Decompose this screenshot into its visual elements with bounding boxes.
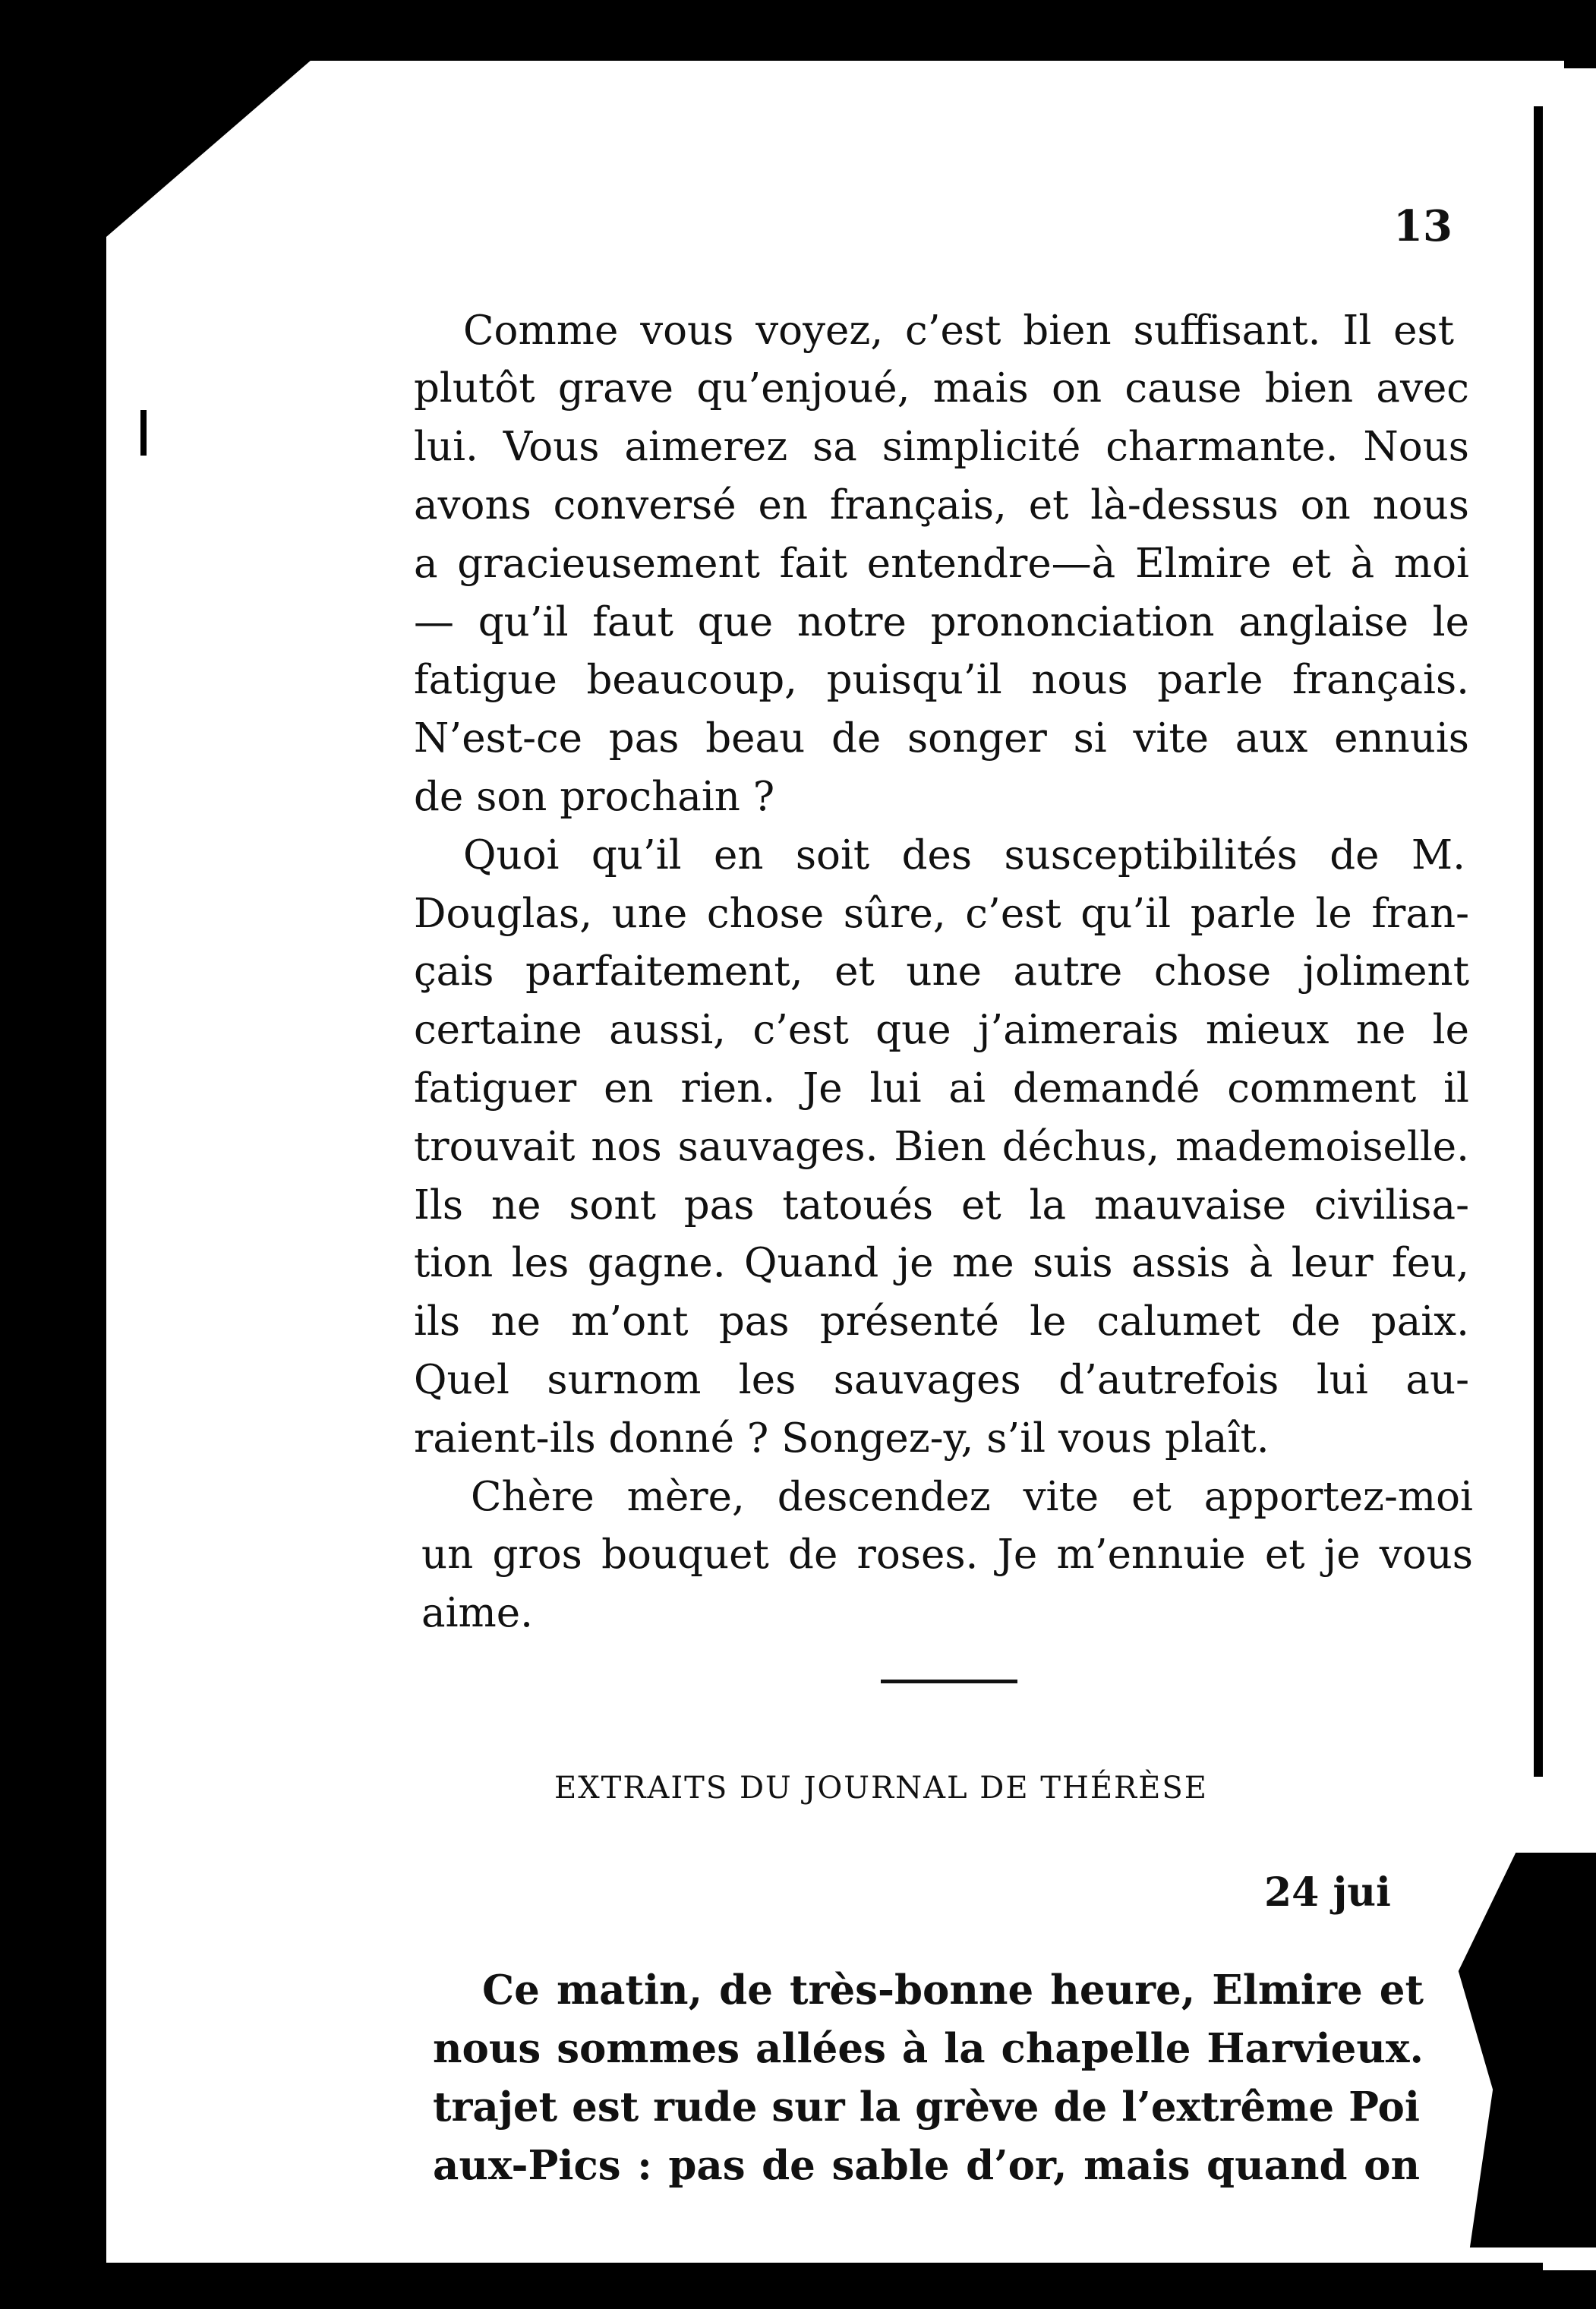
text-line: trajet est rude sur la grève de l’extrême Poi [433,2083,1420,2131]
scan-speck [140,410,147,456]
text-line: fatigue beaucoup, puisqu’il nous parle français. [414,657,1469,703]
text-line: nous sommes allées à la chapelle Harvieux. [433,2025,1424,2072]
text-line: Ce matin, de très-bonne heure, Elmire et [482,1967,1424,2014]
text-line: avons conversé en français, et là-dessus on nous [414,482,1469,528]
text-line: — qu’il faut que notre prononciation anglaise le [414,599,1469,645]
text-line: a gracieusement fait entendre—à Elmire et à moi [414,541,1469,587]
text-line: plutôt grave qu’enjoué, mais on cause bien avec [414,365,1469,412]
entry-date: 24 jui [1264,1869,1391,1916]
text-line: fatiguer en rien. Je lui ai demandé comment il [414,1065,1469,1112]
text-line: ils ne m’ont pas présenté le calumet de paix. [414,1298,1469,1345]
text-line: N’est-ce pas beau de songer si vite aux ennuis [414,715,1469,762]
text-line: certaine aussi, c’est que j’aimerais mieux ne le [414,1007,1469,1053]
text-line: tion les gagne. Quand je me suis assis à leur feu, [414,1240,1469,1286]
text-line: Douglas, une chose sûre, c’est qu’il parle le fran- [414,891,1469,937]
section-heading: EXTRAITS DU JOURNAL DE THÉRÈSE [554,1771,1208,1806]
text-line: Ils ne sont pas tatoués et la mauvaise civilisa- [414,1182,1469,1229]
text-line: Chère mère, descendez vite et apportez-moi [471,1474,1473,1520]
text-line: Comme vous voyez, c’est bien suffisant. Il est [463,308,1454,354]
text-line: trouvait nos sauvages. Bien déchus, mademoiselle. [414,1124,1469,1170]
text-line: raient-ils donné ? Songez-y, s’il vous plaît. [414,1415,1270,1462]
text-line: de son prochain ? [414,774,775,820]
text-line: aime. [421,1590,534,1636]
page-number: 13 [1393,201,1452,251]
scan-edge-shadow [1534,106,1543,1777]
text-line: Quel surnom les sauvages d’autrefois lui au- [414,1357,1469,1403]
text-line: un gros bouquet de roses. Je m’ennuie et je vous [421,1531,1473,1578]
text-line: Quoi qu’il en soit des susceptibilités de M. [463,832,1465,878]
text-line: çais parfaitement, et une autre chose joliment [414,948,1469,995]
section-divider [881,1680,1017,1683]
text-line: lui. Vous aimerez sa simplicité charmante. Nous [414,424,1469,470]
text-line: aux-Pics : pas de sable d’or, mais quand on [433,2142,1420,2189]
